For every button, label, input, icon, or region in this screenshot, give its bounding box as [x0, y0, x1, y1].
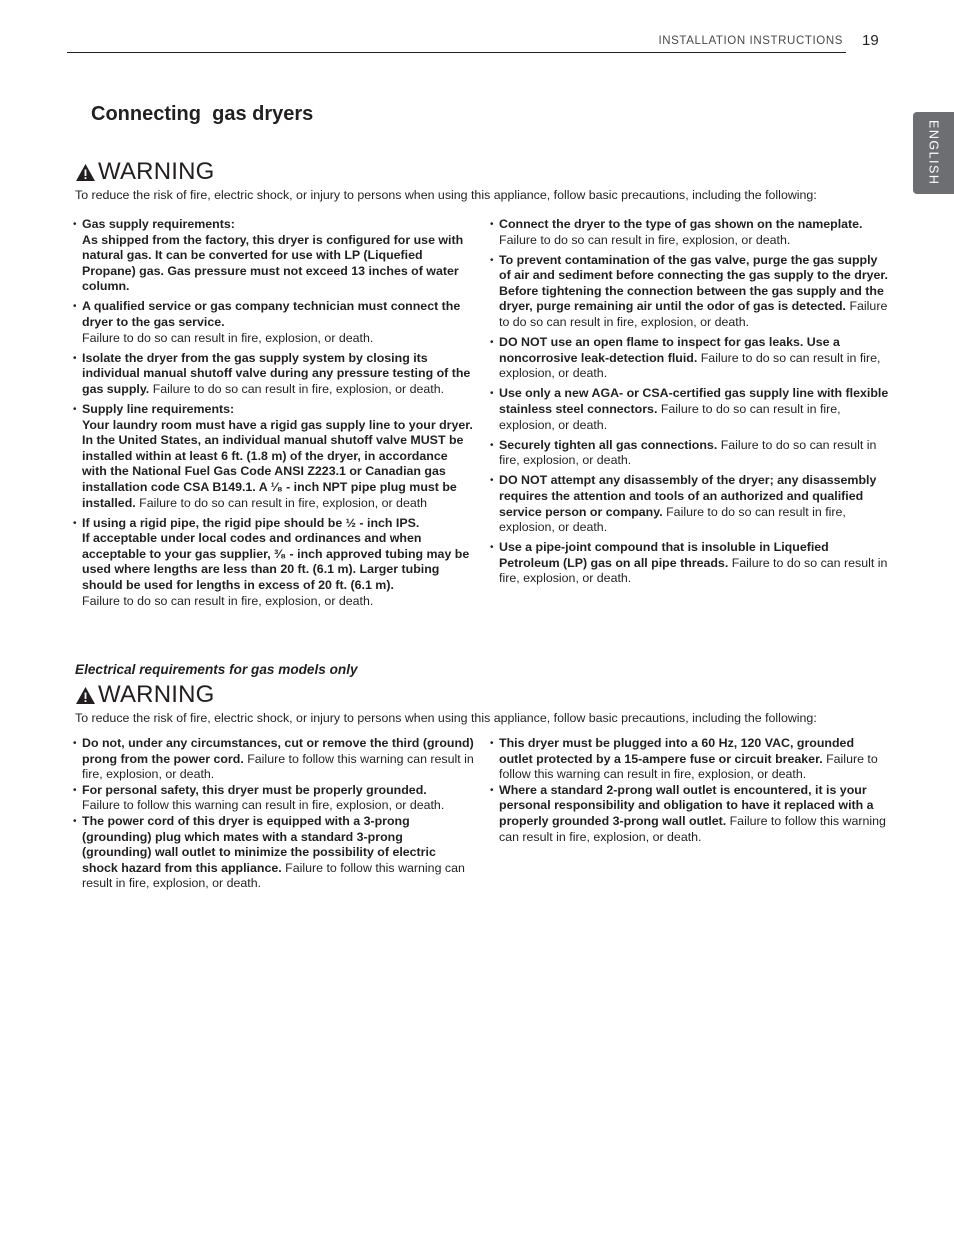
header-rule [67, 52, 846, 53]
list-item-bold-text: Connect the dryer to the type of gas shown on the nameplate. [499, 217, 863, 231]
list-item-bold-text: To prevent contamination of the gas valve, purge the gas supply of air and sediment before connecting the gas supply to the dryer. Before tightening the connection between the gas supply and the dryer, purge remaining air until the odor of gas is detected. [499, 252, 888, 314]
list-item-text: Failure to follow this warning can result in fire, explosion, or death. [82, 860, 465, 891]
list-item [74, 814, 474, 892]
list-item-text: Failure to do so can result in fire, explosion, or death. [499, 437, 877, 468]
warning-heading-gas [75, 158, 215, 186]
warning-triangle-icon [75, 686, 96, 705]
section-title: Connecting gas dryers [91, 103, 314, 125]
list-item [74, 783, 474, 814]
list-item [74, 736, 474, 783]
list-item [491, 335, 891, 382]
list-item [491, 473, 891, 535]
list-item-text: Failure to do so can result in fire, explosion, or death. [499, 504, 846, 535]
list-item-bold-text: This dryer must be plugged into a 60 Hz, 120 VAC, grounded outlet protected by a 15-ampere fuse or circuit breaker. [499, 736, 855, 766]
language-tab [913, 112, 954, 194]
electrical-warnings-right [491, 736, 891, 845]
list-item [491, 217, 891, 248]
warning-heading-text: WARNING [98, 681, 215, 708]
list-item-bold-text: A qualified service or gas company technician must connect the dryer to the gas service. [82, 299, 461, 330]
list-item-bold-text: DO NOT use an open flame to inspect for gas leaks. Use a noncorrosive leak-detection fluid. [499, 335, 840, 365]
list-item-bold-text: Do not, under any circumstances, cut or remove the third (ground) prong from the power cord. [82, 736, 474, 766]
warning-intro-gas: To reduce the risk of fire, electric shock, or injury to persons when using this appliance, follow basic precautions, including the following: [75, 188, 817, 202]
list-item [491, 736, 891, 783]
list-item-text: Failure to do so can result in fire, explosion, or death. [499, 232, 791, 247]
list-item-text: Failure to do so can result in fire, explosion, or death. [499, 299, 888, 330]
electrical-requirements-heading: Electrical requirements for gas models only [75, 662, 358, 677]
list-item-bold-text: Securely tighten all gas connections. [499, 437, 718, 452]
list-item [74, 351, 474, 398]
list-item [491, 253, 891, 331]
warning-heading-electrical [75, 681, 215, 709]
gas-warnings-right [491, 217, 891, 592]
list-item-text: Failure to do so can result in fire, explosion, or death [135, 495, 428, 510]
list-item-bold-text: Isolate the dryer from the gas supply system by closing its individual manual shutoff valve during any pressure testing of the gas supply. [82, 350, 471, 396]
list-item [491, 386, 891, 433]
warning-intro-electrical: To reduce the risk of fire, electric shock, or injury to persons when using this appliance, follow basic precautions, including the following: [75, 711, 817, 725]
list-item [491, 783, 891, 845]
gas-warnings-left [74, 217, 474, 614]
list-item-bold-text: Supply line requirements: Your laundry room must have a rigid gas supply line to your dryer. In the United States, an individual manual shutoff valve MUST be installed within at least 6 ft. (1.8 m) of the dryer, in accordance with the National Fuel Gas Code ANSI Z223.1 or Canadian gas installation code CSA B149.1. A ¹⁄₈ - inch NPT pipe plug must be installed. [82, 402, 473, 510]
list-item-text: Failure to do so can result in fire, explosion, or death. [82, 593, 374, 608]
header-section-label: INSTALLATION INSTRUCTIONS [658, 35, 843, 47]
list-item-text: Failure to follow this warning can result in fire, explosion, or death. [82, 798, 445, 813]
list-item-bold-text: Use a pipe-joint compound that is insoluble in Liquefied Petroleum (LP) gas on all pipe threads. [499, 540, 829, 570]
list-item [74, 299, 474, 346]
list-item-bold-text: Where a standard 2-prong wall outlet is encountered, it is your personal responsibility and obligation to have it replaced with a properly grounded 3-prong wall outlet. [499, 782, 874, 828]
page-number: 19 [862, 32, 879, 49]
warning-heading-text: WARNING [98, 158, 215, 185]
list-item-text: Failure to do so can result in fire, explosion, or death. [499, 350, 881, 381]
list-item [74, 516, 474, 610]
list-item-bold-text: DO NOT attempt any disassembly of the dryer; any disassembly requires the attention and tools of an authorized and qualified service person or company. [499, 473, 877, 519]
list-item [491, 438, 891, 469]
list-item-bold-text: For personal safety, this dryer must be properly grounded. [82, 782, 427, 797]
list-item-bold-text: Gas supply requirements: As shipped from the factory, this dryer is configured for use with natural gas. It can be converted for use with LP (Liquefied Propane) gas. Gas pressure must not exceed 13 inches of water column. [82, 217, 464, 294]
electrical-warnings-left [74, 736, 474, 892]
list-item-text: Failure to do so can result in fire, explosion, or death. [82, 330, 374, 345]
list-item-text: Failure to follow this warning can result in fire, explosion, or death. [499, 751, 878, 782]
list-item-text: Failure to do so can result in fire, explosion, or death. [149, 381, 445, 396]
list-item [74, 217, 474, 295]
list-item [74, 402, 474, 511]
list-item-text: Failure to follow this warning can result in fire, explosion, or death. [499, 813, 886, 844]
list-item-text: Failure to follow this warning can result in fire, explosion, or death. [82, 751, 474, 782]
warning-triangle-icon [75, 163, 96, 182]
list-item-bold-text: If using a rigid pipe, the rigid pipe should be ½ - inch IPS. If acceptable under local codes and ordinances and when acceptable to your gas supplier, ³⁄₈ - inch approved tubing may be used where lengths are less than 20 ft. (6.1 m). Larger tubing should be used for lengths in excess of 20 ft. (6.1 m). [82, 515, 470, 593]
list-item-bold-text: The power cord of this dryer is equipped with a 3-prong (grounding) plug which mates with a standard 3-prong (grounding) wall outlet to minimize the possibility of electric shock hazard from this appliance. [82, 813, 436, 875]
language-tab-label: ENGLISH [926, 120, 941, 186]
list-item-bold-text: Use only a new AGA- or CSA-certified gas supply line with flexible stainless steel connectors. [499, 386, 889, 417]
list-item-text: Failure to do so can result in fire, explosion, or death. [499, 402, 841, 432]
list-item [491, 540, 891, 587]
list-item-text: Failure to do so can result in fire, explosion, or death. [499, 555, 888, 586]
